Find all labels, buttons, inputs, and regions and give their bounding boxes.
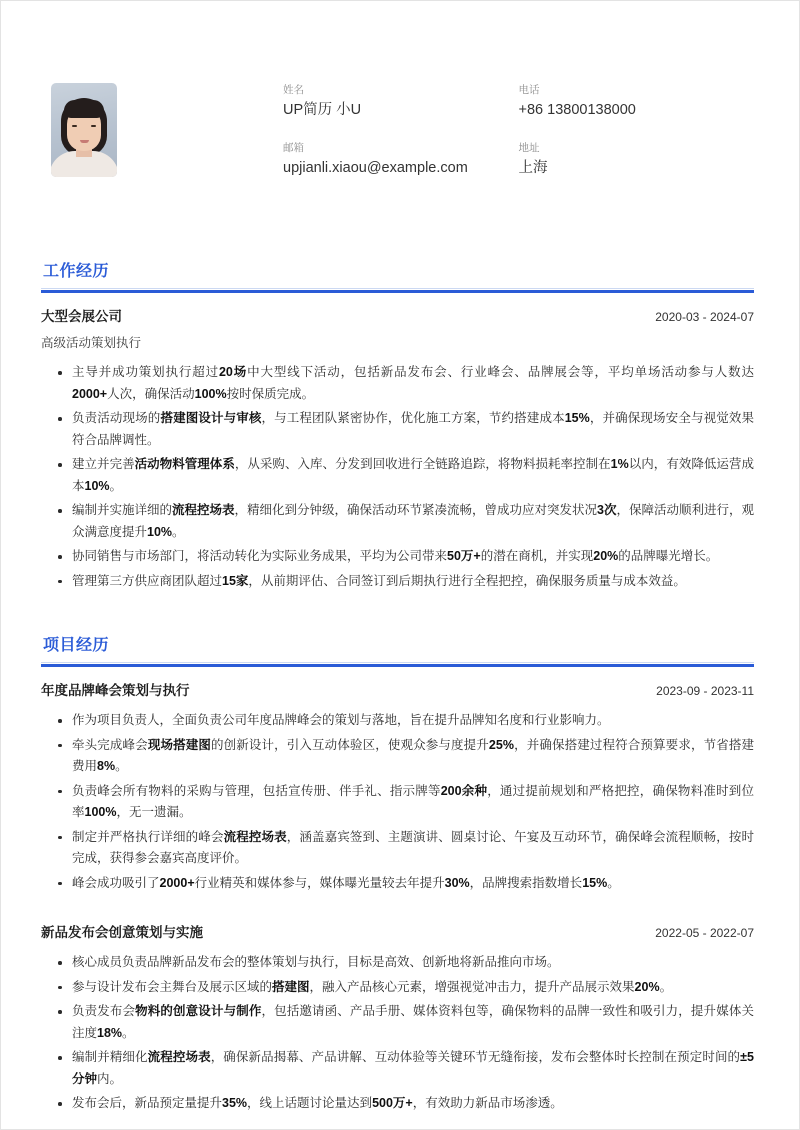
contact-item-email [283,141,519,178]
section-title: 工作经历 [43,263,110,280]
resume-header [1,1,799,199]
entry-header [41,681,754,701]
divider-thin-line [41,662,754,663]
bullet-item: 管理第三方供应商团队超过15家，从前期评估、合同签订到后期执行进行全程把控，确保服务质量与成本效益。 [57,571,754,593]
section-divider [41,662,754,667]
experience-entry [41,293,754,592]
section-title: 项目经历 [43,637,110,654]
bullet-item: 作为项目负责人，全面负责公司年度品牌峰会的策划与落地，旨在提升品牌知名度和行业影响力。 [57,710,754,732]
entry-date-range: 2022-05 - 2022-07 [655,926,754,940]
mouth-shape [80,140,89,143]
bullet-item: 负责发布会物料的创意设计与制作，包括邀请函、产品手册、媒体资料包等，确保物料的品牌一致性和吸引力，提升媒体关注度18%。 [57,1001,754,1044]
contact-item-location [519,141,755,178]
portrait-photo [51,83,117,177]
entry-bullet-list [41,362,754,592]
contact-value: upjianli.xiaou@example.com [283,160,468,176]
divider-thick-line [41,664,754,667]
left-eye-shape [72,125,77,127]
bullet-item: 牵头完成峰会现场搭建图的创新设计，引入互动体验区，使观众参与度提升25%，并确保搭建过程符合预算要求，节省搭建费用8%。 [57,735,754,778]
contact-label: 地址 [518,142,540,154]
bullet-item: 协同销售与市场部门，将活动转化为实际业务成果，平均为公司带来50万+的潜在商机，并实现20%的品牌曝光增长。 [57,546,754,568]
bullet-item: 峰会成功吸引了2000+行业精英和媒体参与，媒体曝光量较去年提升30%，品牌搜索指数增长15%。 [57,873,754,895]
bullet-item: 参与设计发布会主舞台及展示区域的搭建图，融入产品核心元素，增强视觉冲击力，提升产品展示效果20%。 [57,977,754,999]
divider-thick-line [41,290,754,293]
fringe-shape [64,100,104,118]
contact-item-name [283,83,519,120]
contact-label: 邮箱 [283,142,304,154]
entry-header [41,923,754,943]
entry-organization: 新品发布会创意策划与实施 [41,925,203,940]
right-eye-shape [91,125,96,127]
entry-header [41,307,754,327]
bullet-item: 负责活动现场的搭建图设计与审核，与工程团队紧密协作，优化施工方案，节约搭建成本15%，并确保现场安全与视觉效果符合品牌调性。 [57,408,754,451]
entry-organization: 大型会展公司 [41,309,122,324]
contact-label: 电话 [518,84,540,96]
bullet-item: 制定并严格执行详细的峰会流程控场表，涵盖嘉宾签到、主题演讲、圆桌讨论、午宴及互动环节，确保峰会流程顺畅，按时完成，获得参会嘉宾高度评价。 [57,827,754,870]
entry-role-title: 高级活动策划执行 [41,336,142,350]
entry-date-range: 2020-03 - 2024-07 [655,310,754,324]
entry-bullet-list [41,952,754,1115]
photo-container [51,83,117,177]
project-entry [41,667,754,894]
bullet-item: 编制并实施详细的流程控场表，精细化到分钟级，确保活动环节紧凑流畅，曾成功应对突发状况3次，保障活动顺利进行，观众满意度提升10%。 [57,500,754,543]
section-divider [41,288,754,293]
entry-date-range: 2023-09 - 2023-11 [656,684,754,698]
contact-value: UP简历 小U [283,102,362,118]
entry-bullet-list [41,710,754,894]
bullet-item: 发布会后，新品预定量提升35%，线上话题讨论量达到500万+，有效助力新品市场渗透。 [57,1093,754,1115]
bullet-item: 编制并精细化流程控场表，确保新品揭幕、产品讲解、互动体验等关键环节无缝衔接，发布会整体时长控制在预定时间的±5分钟内。 [57,1047,754,1090]
divider-thin-line [41,288,754,289]
project-entry [41,909,754,1115]
section-project-experience [1,635,799,1115]
section-work-experience [1,261,799,592]
bullet-item: 建立并完善活动物料管理体系，从采购、入库、分发到回收进行全链路追踪，将物料损耗率控制在1%以内，有效降低运营成本10%。 [57,454,754,497]
bullet-item: 负责峰会所有物料的采购与管理，包括宣传册、伴手礼、指示牌等200余种，通过提前规划和严格把控，确保物料准时到位率100%，无一遗漏。 [57,781,754,824]
bullet-item: 核心成员负责品牌新品发布会的整体策划与执行，目标是高效、创新地将新品推向市场。 [57,952,754,974]
contact-label: 姓名 [283,84,304,96]
contact-value: +86 13800138000 [518,102,636,118]
bullet-item: 主导并成功策划执行超过20场中大型线下活动，包括新品发布会、行业峰会、品牌展会等，平均单场活动参与人数达2000+人次，确保活动100%按时保质完成。 [57,362,754,405]
contact-grid [117,83,754,199]
contact-item-phone [519,83,755,120]
entry-organization: 年度品牌峰会策划与执行 [41,683,190,698]
contact-value: 上海 [518,160,548,176]
